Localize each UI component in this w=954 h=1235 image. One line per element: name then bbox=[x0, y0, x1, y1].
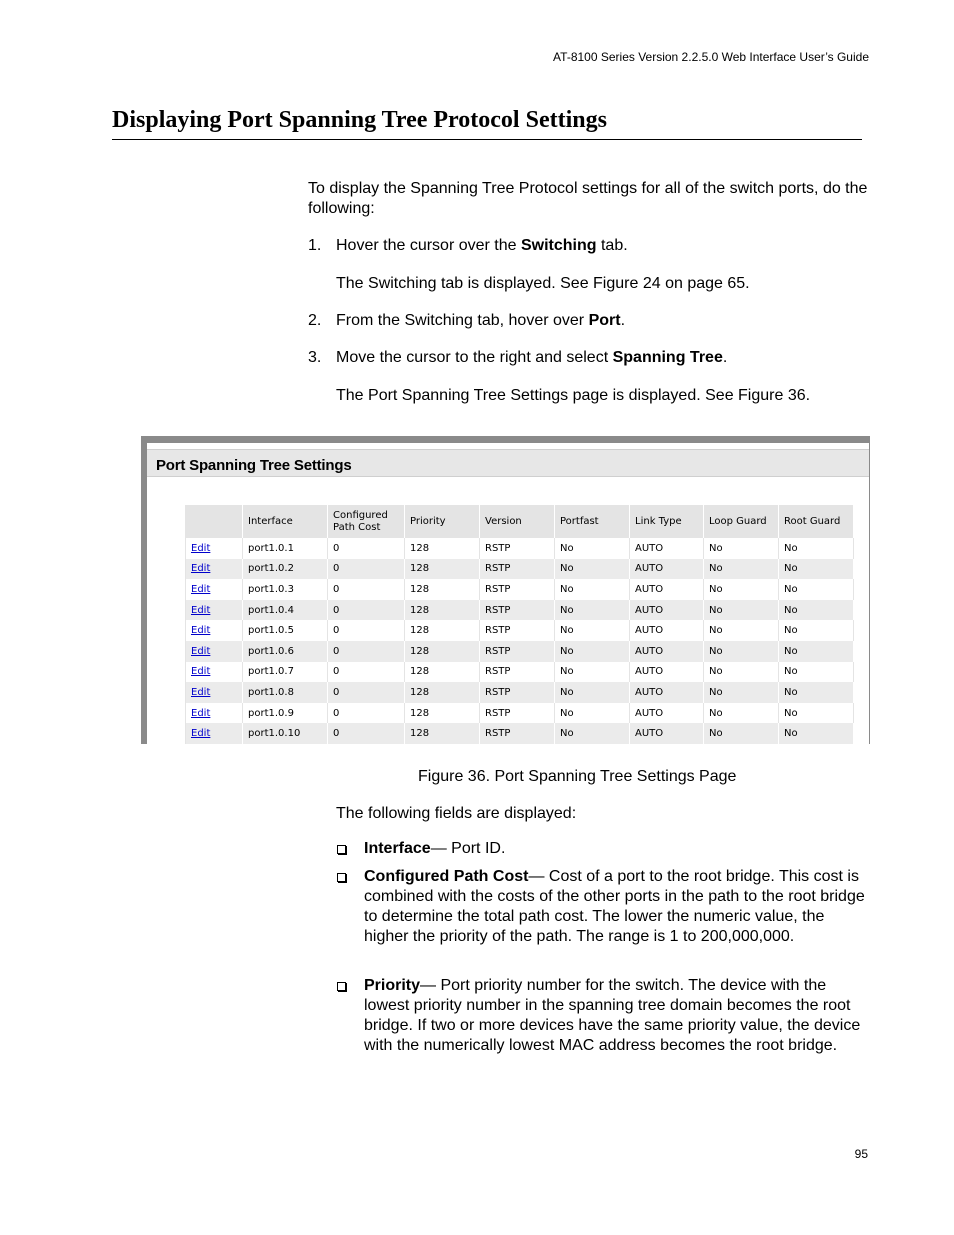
edit-cell bbox=[186, 620, 243, 641]
table-row bbox=[186, 682, 854, 703]
edit-cell bbox=[186, 662, 243, 683]
cell-portfast: No bbox=[555, 682, 630, 703]
column-header-root-guard: Root Guard bbox=[779, 505, 854, 538]
cell-loop-guard: No bbox=[704, 538, 779, 559]
cell-version: RSTP bbox=[480, 600, 555, 621]
column-header-priority: Priority bbox=[405, 505, 480, 538]
cell-link-type: AUTO bbox=[630, 662, 704, 683]
cell-version: RSTP bbox=[480, 641, 555, 662]
cell-portfast: No bbox=[555, 620, 630, 641]
cell-link-type: AUTO bbox=[630, 641, 704, 662]
cell-loop-guard: No bbox=[704, 641, 779, 662]
panel-title: Port Spanning Tree Settings bbox=[156, 457, 352, 474]
column-header-path-cost: Configured Path Cost bbox=[328, 505, 405, 538]
cell-loop-guard: No bbox=[704, 723, 779, 744]
cell-root-guard: No bbox=[779, 600, 854, 621]
table-row bbox=[186, 662, 854, 683]
edit-link[interactable]: Edit bbox=[191, 686, 211, 698]
column-header-interface: Interface bbox=[243, 505, 328, 538]
cell-root-guard: No bbox=[779, 723, 854, 744]
cell-loop-guard: No bbox=[704, 682, 779, 703]
cell-version: RSTP bbox=[480, 682, 555, 703]
port-stp-table bbox=[185, 505, 854, 744]
cell-loop-guard: No bbox=[704, 600, 779, 621]
cell-loop-guard: No bbox=[704, 662, 779, 683]
edit-cell bbox=[186, 641, 243, 662]
cell-version: RSTP bbox=[480, 538, 555, 559]
table-row bbox=[186, 600, 854, 621]
cell-portfast: No bbox=[555, 559, 630, 580]
step-3-note: The Port Spanning Tree Settings page is displayed. See Figure 36. bbox=[336, 387, 811, 404]
field-configured-path-cost: Configured Path Cost— Cost of a port to the root bridge. This cost is combined with the costs of the other ports in the path to the root bridge to determine the total path cost. The lower the numeric value, the higher the priority of the path. The range is 1 to 200,000,000. bbox=[364, 868, 865, 945]
cell-version: RSTP bbox=[480, 703, 555, 724]
cell-path-cost: 0 bbox=[328, 559, 405, 580]
running-header: AT-8100 Series Version 2.2.5.0 Web Interface User’s Guide bbox=[553, 50, 869, 64]
step-1-text: Hover the cursor over the Switching tab. bbox=[336, 237, 628, 254]
table-row bbox=[186, 620, 854, 641]
cell-portfast: No bbox=[555, 641, 630, 662]
cell-root-guard: No bbox=[779, 682, 854, 703]
table-row bbox=[186, 579, 854, 600]
cell-priority: 128 bbox=[405, 682, 480, 703]
cell-path-cost: 0 bbox=[328, 682, 405, 703]
cell-interface: port1.0.3 bbox=[243, 579, 328, 600]
cell-priority: 128 bbox=[405, 620, 480, 641]
cell-path-cost: 0 bbox=[328, 620, 405, 641]
cell-path-cost: 0 bbox=[328, 723, 405, 744]
cell-link-type: AUTO bbox=[630, 559, 704, 580]
table-row bbox=[186, 559, 854, 580]
edit-link[interactable]: Edit bbox=[191, 666, 211, 678]
figure-caption: Figure 36. Port Spanning Tree Settings Page bbox=[418, 768, 737, 785]
edit-link[interactable]: Edit bbox=[191, 563, 211, 575]
section-title: Displaying Port Spanning Tree Protocol Settings bbox=[112, 107, 607, 133]
cell-link-type: AUTO bbox=[630, 579, 704, 600]
step-1-number: 1. bbox=[308, 237, 322, 254]
cell-interface: port1.0.8 bbox=[243, 682, 328, 703]
cell-link-type: AUTO bbox=[630, 620, 704, 641]
page-number: 95 bbox=[854, 1147, 868, 1161]
table-header-row bbox=[186, 505, 854, 538]
edit-cell bbox=[186, 559, 243, 580]
cell-interface: port1.0.10 bbox=[243, 723, 328, 744]
edit-cell bbox=[186, 682, 243, 703]
edit-link[interactable]: Edit bbox=[191, 583, 211, 595]
column-header-link-type: Link Type bbox=[630, 505, 704, 538]
cell-link-type: AUTO bbox=[630, 703, 704, 724]
cell-root-guard: No bbox=[779, 662, 854, 683]
step-3-text: Move the cursor to the right and select Spanning Tree. bbox=[336, 349, 728, 366]
title-rule bbox=[112, 139, 862, 140]
edit-cell bbox=[186, 723, 243, 744]
panel-titlebar bbox=[147, 449, 869, 477]
cell-interface: port1.0.9 bbox=[243, 703, 328, 724]
cell-link-type: AUTO bbox=[630, 682, 704, 703]
cell-root-guard: No bbox=[779, 641, 854, 662]
step-2-text: From the Switching tab, hover over Port. bbox=[336, 312, 626, 329]
edit-link[interactable]: Edit bbox=[191, 645, 211, 657]
cell-path-cost: 0 bbox=[328, 538, 405, 559]
cell-interface: port1.0.5 bbox=[243, 620, 328, 641]
cell-path-cost: 0 bbox=[328, 703, 405, 724]
cell-link-type: AUTO bbox=[630, 723, 704, 744]
cell-portfast: No bbox=[555, 600, 630, 621]
cell-loop-guard: No bbox=[704, 703, 779, 724]
fields-intro: The following fields are displayed: bbox=[336, 805, 577, 822]
intro-paragraph: To display the Spanning Tree Protocol settings for all of the switch ports, do the following: bbox=[308, 180, 868, 217]
cell-root-guard: No bbox=[779, 703, 854, 724]
cell-path-cost: 0 bbox=[328, 600, 405, 621]
cell-version: RSTP bbox=[480, 662, 555, 683]
cell-priority: 128 bbox=[405, 662, 480, 683]
cell-loop-guard: No bbox=[704, 579, 779, 600]
table-row bbox=[186, 538, 854, 559]
cell-path-cost: 0 bbox=[328, 662, 405, 683]
column-header-action bbox=[186, 505, 243, 538]
step-3-number: 3. bbox=[308, 349, 322, 366]
edit-link[interactable]: Edit bbox=[191, 604, 211, 616]
column-header-version: Version bbox=[480, 505, 555, 538]
column-header-loop-guard: Loop Guard bbox=[704, 505, 779, 538]
checkbox-bullet-icon bbox=[337, 873, 346, 882]
edit-cell bbox=[186, 538, 243, 559]
checkbox-bullet-icon bbox=[337, 845, 346, 854]
cell-interface: port1.0.2 bbox=[243, 559, 328, 580]
cell-priority: 128 bbox=[405, 641, 480, 662]
cell-loop-guard: No bbox=[704, 620, 779, 641]
edit-link[interactable]: Edit bbox=[191, 625, 211, 637]
cell-link-type: AUTO bbox=[630, 600, 704, 621]
edit-link[interactable]: Edit bbox=[191, 728, 211, 740]
cell-portfast: No bbox=[555, 703, 630, 724]
cell-version: RSTP bbox=[480, 559, 555, 580]
table-row bbox=[186, 641, 854, 662]
cell-priority: 128 bbox=[405, 559, 480, 580]
cell-portfast: No bbox=[555, 538, 630, 559]
edit-cell bbox=[186, 600, 243, 621]
cell-interface: port1.0.1 bbox=[243, 538, 328, 559]
cell-root-guard: No bbox=[779, 559, 854, 580]
figure-panel bbox=[147, 443, 869, 744]
cell-loop-guard: No bbox=[704, 559, 779, 580]
figure-screenshot bbox=[141, 436, 870, 744]
cell-priority: 128 bbox=[405, 538, 480, 559]
cell-portfast: No bbox=[555, 579, 630, 600]
cell-priority: 128 bbox=[405, 600, 480, 621]
cell-path-cost: 0 bbox=[328, 579, 405, 600]
field-interface: Interface— Port ID. bbox=[364, 840, 506, 857]
step-1-note: The Switching tab is displayed. See Figure 24 on page 65. bbox=[336, 275, 750, 292]
edit-cell bbox=[186, 579, 243, 600]
table-row bbox=[186, 703, 854, 724]
cell-portfast: No bbox=[555, 662, 630, 683]
cell-version: RSTP bbox=[480, 579, 555, 600]
edit-link[interactable]: Edit bbox=[191, 542, 211, 554]
table-row bbox=[186, 723, 854, 744]
cell-link-type: AUTO bbox=[630, 538, 704, 559]
cell-root-guard: No bbox=[779, 538, 854, 559]
cell-root-guard: No bbox=[779, 620, 854, 641]
cell-priority: 128 bbox=[405, 579, 480, 600]
cell-path-cost: 0 bbox=[328, 641, 405, 662]
step-2-number: 2. bbox=[308, 312, 322, 329]
field-priority: Priority— Port priority number for the switch. The device with the lowest priority number in the spanning tree domain becomes the root bridge. If two or more devices have the same priority value, the device with the numerically lowest MAC address becomes the root bridge. bbox=[364, 977, 861, 1054]
cell-priority: 128 bbox=[405, 723, 480, 744]
cell-interface: port1.0.4 bbox=[243, 600, 328, 621]
edit-cell bbox=[186, 703, 243, 724]
cell-version: RSTP bbox=[480, 620, 555, 641]
checkbox-bullet-icon bbox=[337, 982, 346, 991]
cell-interface: port1.0.7 bbox=[243, 662, 328, 683]
cell-interface: port1.0.6 bbox=[243, 641, 328, 662]
cell-priority: 128 bbox=[405, 703, 480, 724]
cell-portfast: No bbox=[555, 723, 630, 744]
cell-root-guard: No bbox=[779, 579, 854, 600]
cell-version: RSTP bbox=[480, 723, 555, 744]
edit-link[interactable]: Edit bbox=[191, 707, 211, 719]
column-header-portfast: Portfast bbox=[555, 505, 630, 538]
